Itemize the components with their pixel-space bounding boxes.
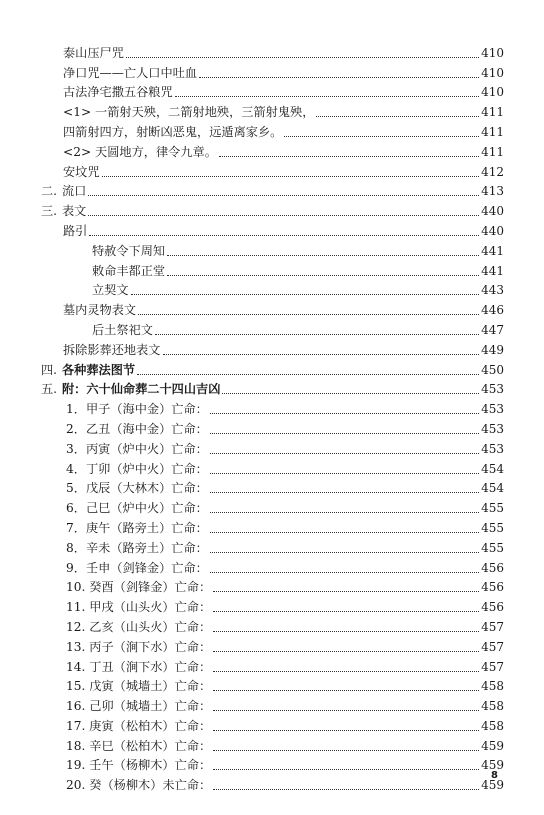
dot-leader: [102, 176, 480, 177]
toc-entry: [0, 219, 544, 239]
toc-entry-page: 411: [481, 144, 504, 159]
toc-entry-title: <1> 一箭射天殃，二箭射地殃，三箭射鬼殃，: [63, 105, 315, 120]
toc-entry: [0, 298, 544, 318]
dot-leader: [89, 235, 479, 236]
toc-entry-title: 18. 辛巳（松柏木）亡命：: [66, 738, 212, 753]
toc-entry: [0, 140, 544, 160]
toc-entry: [0, 160, 544, 180]
toc-entry-title: 表文: [62, 204, 87, 219]
dot-leader: [213, 690, 479, 691]
toc-entry-title: 11. 甲戌（山头火）亡命：: [66, 600, 212, 615]
toc-entry-title: 流口: [62, 184, 87, 199]
toc-entry-title: 路引: [63, 223, 88, 238]
toc-entry: [0, 516, 544, 536]
toc-entry-title: 5．戊辰（大林木）亡命：: [66, 481, 208, 496]
dot-leader: [213, 591, 479, 592]
toc-entry: [0, 595, 544, 615]
toc-entry-title: 敕命丰都正堂: [92, 263, 166, 278]
toc-entry-title: 拆除影葬还地表文: [63, 342, 161, 357]
toc-entry: [0, 576, 544, 596]
toc-entry-page: 447: [481, 322, 504, 337]
toc-entry: [0, 536, 544, 556]
toc-entry-page: 443: [481, 283, 504, 298]
toc-entry: [0, 477, 544, 497]
toc-entry-page: 455: [481, 540, 504, 555]
toc-entry-page: 458: [481, 679, 504, 694]
toc-entry: [0, 655, 544, 675]
toc-entry: [0, 675, 544, 695]
toc-entry-page: 458: [481, 699, 504, 714]
toc-entry-page: 458: [481, 718, 504, 733]
toc-entry-title: 17. 庚寅（松柏木）亡命：: [66, 718, 212, 733]
toc-entry-title: 泰山压尸咒: [63, 45, 124, 60]
dot-leader: [213, 710, 479, 711]
toc-entry-page: 454: [481, 461, 504, 476]
toc-entry-page: 412: [481, 164, 504, 179]
toc-entry-title: 19. 壬午（杨柳木）亡命：: [66, 758, 212, 773]
dot-leader: [199, 77, 479, 78]
toc-entry-title: 后土祭祀文: [92, 322, 153, 337]
toc-entry-page: 456: [481, 580, 504, 595]
toc-entry-page: 411: [481, 105, 504, 120]
toc-entry-page: 455: [481, 501, 504, 516]
dot-leader: [213, 730, 479, 731]
toc-entry-page: 456: [481, 600, 504, 615]
toc-entry-number: 三.: [41, 204, 58, 219]
dot-leader: [222, 393, 479, 394]
toc-entry-title: 14. 丁丑（涧下水）亡命：: [66, 659, 212, 674]
toc-entry: [0, 61, 544, 81]
toc-entry: [0, 338, 544, 358]
toc-entry-title: 四箭射四方，射断凶恶鬼，远遁离家乡。: [63, 124, 283, 139]
toc-entry-title: 9．壬申（剑锋金）亡命：: [66, 560, 208, 575]
toc-entry-page: 410: [481, 85, 504, 100]
toc-entry-title: 8．辛未（路旁土）亡命：: [66, 540, 208, 555]
toc-entry-title: 立契文: [92, 283, 129, 298]
toc-entry-page: 459: [481, 738, 504, 753]
toc-entry: [0, 694, 544, 714]
toc-entry-title: 4．丁卯（炉中火）亡命：: [66, 461, 208, 476]
toc-entry-title: 10. 癸酉（剑锋金）亡命：: [66, 580, 212, 595]
dot-leader: [131, 294, 480, 295]
toc-entry: [0, 180, 544, 200]
toc-entry-page: 459: [481, 778, 504, 793]
dot-leader: [213, 611, 479, 612]
toc-entry-page: 440: [481, 223, 504, 238]
toc-entry-title: 附：六十仙命葬二十四山吉凶: [62, 382, 221, 397]
toc-entry-title: 20. 癸（杨柳木）未亡命：: [66, 778, 212, 793]
dot-leader: [213, 651, 479, 652]
toc-entry-page: 446: [481, 303, 504, 318]
dot-leader: [137, 374, 479, 375]
toc-entry-page: 455: [481, 520, 504, 535]
dot-leader: [167, 275, 479, 276]
dot-leader: [284, 136, 479, 137]
dot-leader: [210, 492, 479, 493]
toc-entry-page: 457: [481, 639, 504, 654]
toc-entry-number: 二.: [41, 184, 58, 199]
toc-entry: [0, 556, 544, 576]
toc-entry-title: 净口咒——亡人口中吐血: [63, 65, 198, 80]
toc-entry: [0, 259, 544, 279]
dot-leader: [210, 572, 479, 573]
dot-leader: [167, 255, 479, 256]
toc-entry-title: 墓内灵物表文: [63, 303, 137, 318]
toc-entry-page: 453: [481, 421, 504, 436]
toc-entry-page: 453: [481, 382, 504, 397]
toc-entry-page: 440: [481, 204, 504, 219]
toc-entry-page: 459: [481, 758, 504, 773]
toc-entry: [0, 437, 544, 457]
page-number: 8: [491, 770, 498, 781]
toc-entry: [0, 100, 544, 120]
toc-entry-page: 453: [481, 402, 504, 417]
toc-entry-page: 413: [481, 184, 504, 199]
dot-leader: [126, 57, 479, 58]
toc-entry-title: 安坟咒: [63, 164, 100, 179]
dot-leader: [88, 195, 479, 196]
toc-entry: [0, 378, 544, 398]
dot-leader: [175, 96, 479, 97]
toc-entry-page: 457: [481, 659, 504, 674]
dot-leader: [210, 552, 479, 553]
dot-leader: [210, 433, 479, 434]
toc-entry-title: 古法净宅撒五谷粮咒: [63, 85, 173, 100]
toc-entry-page: 450: [481, 362, 504, 377]
toc-entry-title: 13. 丙子（涧下水）亡命：: [66, 639, 212, 654]
toc-entry: [0, 635, 544, 655]
toc-entry-title: 特赦令下周知: [92, 243, 166, 258]
toc-entry: [0, 120, 544, 140]
toc-entry-page: 410: [481, 45, 504, 60]
toc-entry-title: 各种葬法图节: [62, 362, 136, 377]
toc-entry: [0, 714, 544, 734]
table-of-contents: [0, 41, 544, 793]
dot-leader: [88, 215, 479, 216]
dot-leader: [219, 156, 479, 157]
dot-leader: [213, 750, 479, 751]
dot-leader: [213, 769, 479, 770]
toc-entry-number: 五.: [41, 382, 58, 397]
toc-entry: [0, 773, 544, 793]
toc-entry-page: 410: [481, 65, 504, 80]
toc-entry: [0, 754, 544, 774]
toc-entry: [0, 496, 544, 516]
toc-entry: [0, 239, 544, 259]
toc-entry-title: 2．乙丑（海中金）亡命：: [66, 421, 208, 436]
dot-leader: [210, 532, 479, 533]
toc-entry-page: 457: [481, 619, 504, 634]
toc-entry-title: <2> 天圆地方，律令九章。: [63, 144, 217, 159]
toc-entry: [0, 417, 544, 437]
toc-entry-number: 四.: [41, 362, 58, 377]
dot-leader: [163, 354, 480, 355]
dot-leader: [210, 473, 479, 474]
toc-entry: [0, 615, 544, 635]
toc-entry-page: 441: [481, 243, 504, 258]
toc-entry-title: 12. 乙亥（山头火）亡命：: [66, 619, 212, 634]
dot-leader: [213, 671, 479, 672]
dot-leader: [210, 413, 479, 414]
dot-leader: [213, 789, 479, 790]
toc-entry: [0, 199, 544, 219]
toc-entry-title: 1．甲子（海中金）亡命：: [66, 402, 208, 417]
dot-leader: [155, 334, 479, 335]
toc-entry: [0, 457, 544, 477]
toc-entry-title: 6．己巳（炉中火）亡命：: [66, 501, 208, 516]
toc-entry-page: 449: [481, 342, 504, 357]
toc-entry: [0, 41, 544, 61]
toc-entry: [0, 318, 544, 338]
toc-entry-page: 411: [481, 124, 504, 139]
toc-entry: [0, 734, 544, 754]
dot-leader: [210, 453, 479, 454]
toc-entry-page: 453: [481, 441, 504, 456]
toc-entry: [0, 279, 544, 299]
toc-entry-page: 454: [481, 481, 504, 496]
toc-entry-title: 7．庚午（路旁土）亡命：: [66, 520, 208, 535]
dot-leader: [210, 512, 479, 513]
toc-entry: [0, 397, 544, 417]
dot-leader: [213, 631, 479, 632]
toc-entry: [0, 358, 544, 378]
toc-entry-title: 3．丙寅（炉中火）亡命：: [66, 441, 208, 456]
toc-entry-title: 16. 己卯（城墙土）亡命：: [66, 699, 212, 714]
dot-leader: [138, 314, 479, 315]
toc-entry-title: 15. 戊寅（城墙土）亡命：: [66, 679, 212, 694]
toc-entry: [0, 81, 544, 101]
toc-entry-page: 456: [481, 560, 504, 575]
dot-leader: [316, 116, 479, 117]
toc-entry-page: 441: [481, 263, 504, 278]
